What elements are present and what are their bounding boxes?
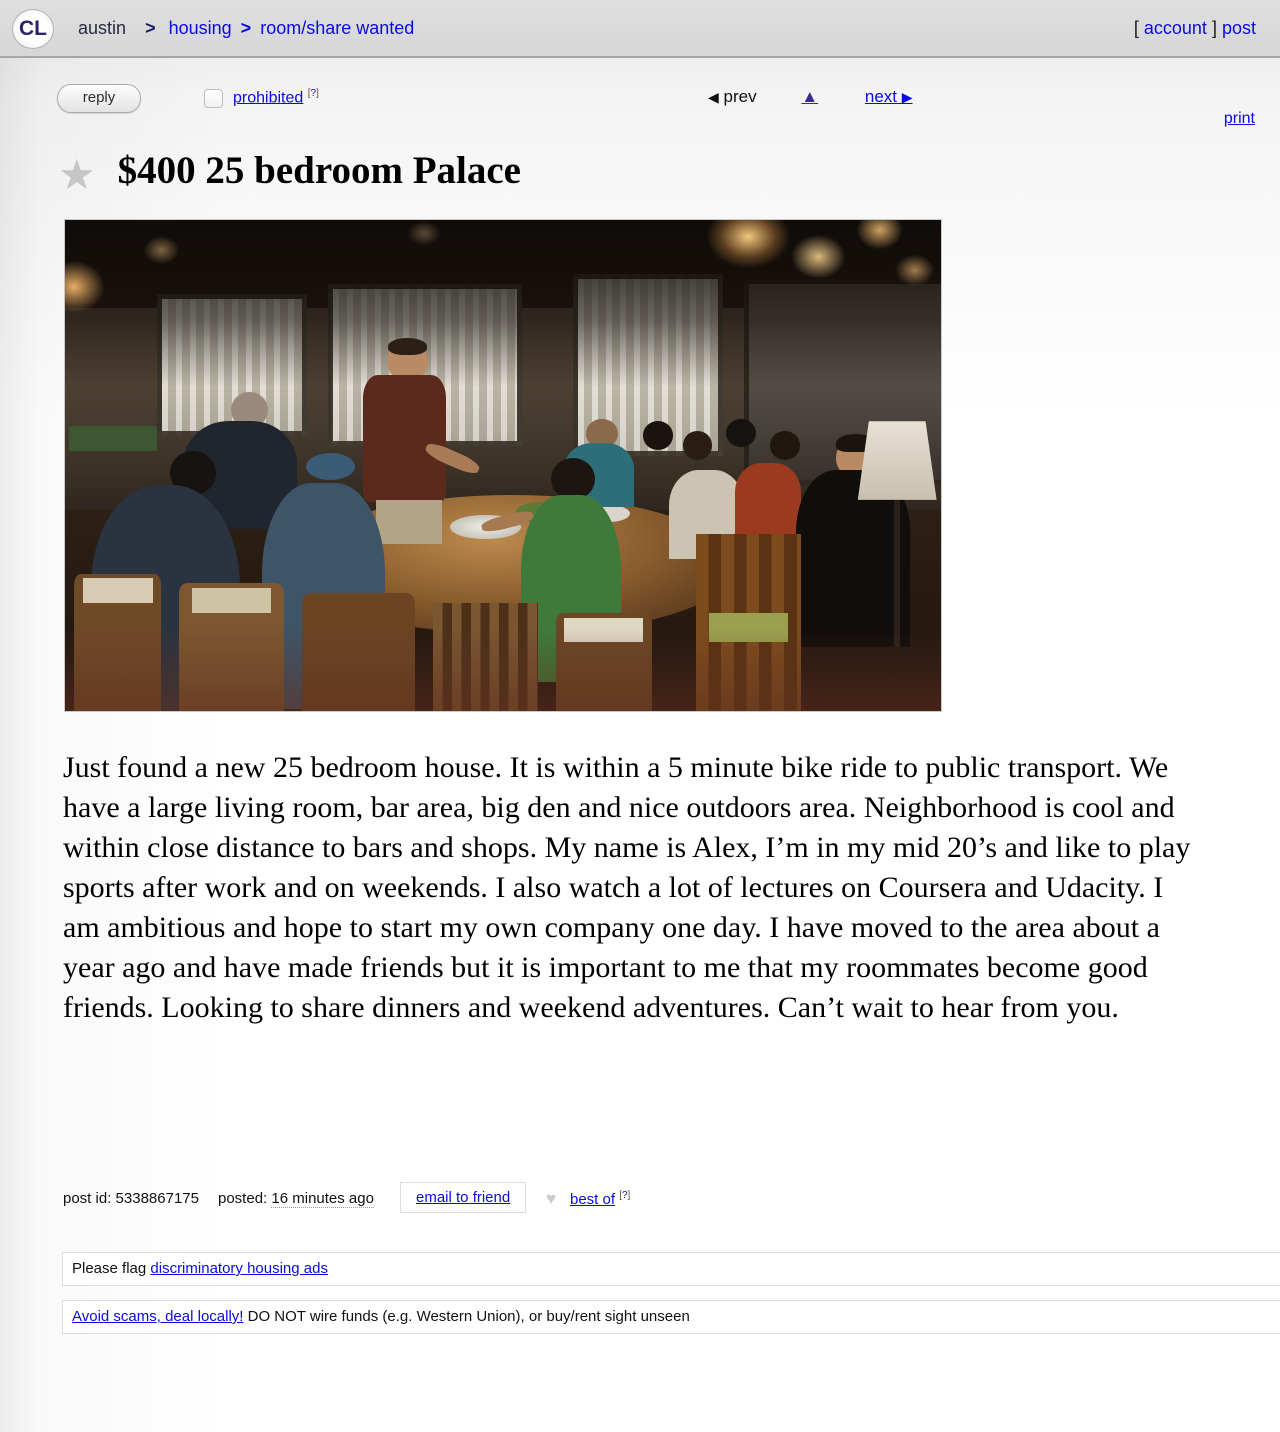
account-nav — [1134, 18, 1256, 39]
avoid-scams-link[interactable]: Avoid scams, deal locally! — [72, 1308, 244, 1325]
help-icon[interactable]: [?] — [307, 88, 319, 99]
prev-arrow-icon: ◀ — [708, 89, 719, 105]
flag-housing-notice: Please flag discriminatory housing ads — [62, 1252, 1280, 1286]
photo-person-head — [643, 421, 673, 449]
help-icon[interactable]: [?] — [619, 1190, 631, 1201]
next-arrow-icon: ▶ — [901, 89, 913, 105]
account-link[interactable]: account — [1143, 18, 1207, 38]
photo-person-shorts — [376, 500, 442, 544]
print-link[interactable]: print — [1223, 110, 1255, 127]
heart-icon[interactable]: ♥ — [546, 1189, 557, 1208]
photo-person-head — [683, 431, 713, 459]
photo-person-shirt — [363, 375, 446, 503]
post-body: Just found a new 25 bedroom house. It is within a 5 minute bike ride to public transport. We have a large living room, bar area, big den and nice outdoors area. Neighborhood is cool and within close distance to bars and shops. My name is Alex, I’m in my mid 20’s and like to play sports after work and on weekends. I also watch a lot of lectures on Coursera and Udacity. I am ambitious and hope to start my own company one day. I have moved to the area about a year ago and have made friends but it is important to me that my roommates become good friends. Looking to share dinners and weekend adventures. Can’t wait to hear from you. — [63, 751, 1191, 1024]
discriminatory-housing-ads-link[interactable]: discriminatory housing ads — [150, 1260, 328, 1277]
prohibited-link[interactable]: prohibited — [233, 89, 304, 107]
title-row — [58, 148, 521, 199]
photo-person-hair — [551, 458, 595, 500]
next-button[interactable]: next ▶ — [864, 87, 913, 106]
breadcrumb-separator: > — [145, 18, 156, 38]
bracket: [ — [1133, 18, 1139, 38]
avoid-scams-notice: Avoid scams, deal locally! DO NOT wire funds (e.g. Western Union), or buy/rent sight unseen — [62, 1300, 1280, 1334]
best-of-link[interactable]: best of — [570, 1191, 616, 1208]
post-link[interactable]: post — [1221, 18, 1256, 38]
breadcrumb-separator: > — [240, 18, 252, 38]
photo-person-hair — [388, 338, 427, 355]
post-id: post id: 5338867175 — [63, 1190, 199, 1207]
breadcrumb-housing-link[interactable]: housing — [168, 18, 232, 38]
email-to-friend-button[interactable]: email to friend — [400, 1182, 526, 1213]
posted-time-value[interactable]: 16 minutes ago — [271, 1190, 374, 1207]
photo-person-torso — [735, 463, 801, 537]
photo-chair-cushion — [83, 578, 153, 603]
top-bar — [0, 0, 1280, 58]
prohibited-flag — [233, 88, 319, 107]
breadcrumb-city: austin — [78, 18, 127, 38]
post-meta-row — [0, 1182, 1280, 1222]
photo-floor — [65, 628, 941, 711]
bracket: ] — [1211, 18, 1217, 38]
photo-ceiling-lights — [65, 220, 941, 387]
prev-next-nav — [708, 87, 913, 107]
craigslist-logo[interactable]: CL — [12, 9, 54, 49]
photo-lamp-pole — [894, 500, 900, 647]
post-title: $400 25 bedroom Palace — [117, 149, 521, 192]
photo-lamp-shade — [858, 421, 937, 500]
reply-button[interactable]: reply — [57, 84, 141, 113]
photo-pool-table — [69, 426, 157, 451]
favorite-star-icon[interactable]: ★ — [58, 151, 96, 198]
breadcrumb — [78, 18, 414, 39]
breadcrumb-category-link[interactable]: room/share wanted — [260, 18, 415, 38]
photo-person-head — [770, 431, 800, 459]
prev-button: ◀ prev — [708, 87, 757, 106]
best-of-flag — [570, 1190, 630, 1208]
posted-time: posted: 16 minutes ago — [218, 1190, 374, 1207]
prohibited-checkbox[interactable] — [204, 89, 223, 108]
photo-cap — [306, 453, 355, 480]
listing-photo — [64, 219, 942, 712]
photo-chair-cushion — [192, 588, 271, 613]
back-to-list-arrow-icon[interactable]: ▲ — [801, 87, 819, 106]
